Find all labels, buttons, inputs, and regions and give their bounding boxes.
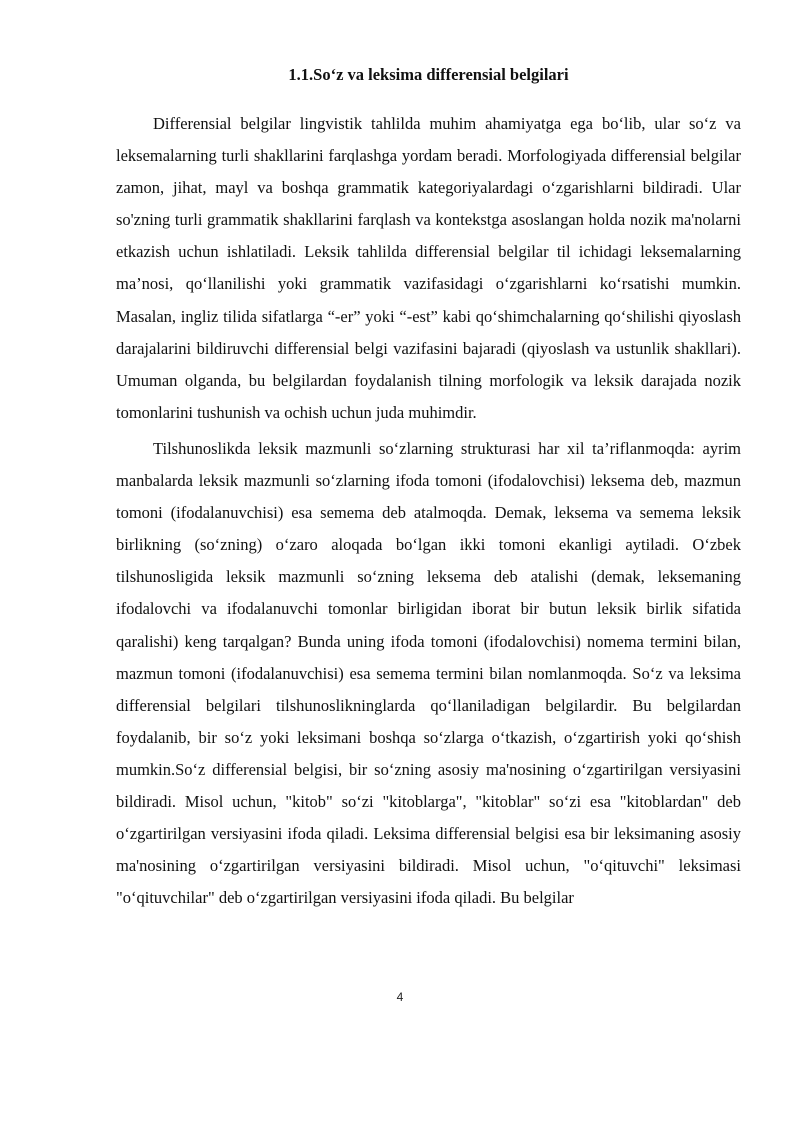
paragraph-2: Tilshunoslikda leksik mazmunli so‘zlarning strukturasi har xil ta’riflanmoqda: ayrim manbalarda leksik mazmunli so‘zlarning ifoda tomoni (ifodalovchisi) leksema deb, mazmun tomoni (ifodalanuvchisi) esa semema deb atalmoqda. Demak, leksema va semema leksik birlikning (so‘zning) o‘zaro aloqada bo‘lgan ikki tomoni ekanligi aytiladi. O‘zbek tilshunosligida leksik mazmunli so‘zning leksema deb atalishi (demak, leksemaning ifodalovchi va ifodalanuvchi tomonlar birligidan iborat bir butun leksik birlik sifatida qaralishi) keng tarqalgan? Bunda uning ifoda tomoni (ifodalovchisi) nomema termini bilan, mazmun tomoni (ifodalanuvchisi) esa semema termini bilan nomlanmoqda. So‘z va leksima differensial belgilari tilshunoslikninglarda qo‘llaniladigan belgilardir. Bu belgilardan foydalanib, bir so‘z yoki leksimani boshqa so‘zlarga o‘tkazish, o‘zgartirish yoki qo‘shish mumkin.So‘z differensial belgisi, bir so‘zning asosiy ma'nosining o‘zgartirilgan versiyasini bildiradi. Misol uchun, "kitob" so‘zi "kitoblarga", "kitoblar" so‘zi esa "kitoblardan" deb o‘zgartirilgan versiyasini ifoda qiladi. Leksima differensial belgisi esa bir leksimaning asosiy ma'nosining o‘zgartirilgan versiyasini bildiradi. Misol uchun, "o‘qituvchi" leksimasi "o‘qituvchilar" deb o‘zgartirilgan versiyasini ifoda qiladi. Bu belgilar bbox=[116, 438, 741, 908]
paragraph-1: Differensial belgilar lingvistik tahlilda muhim ahamiyatga ega bo‘lib, ular so‘z va leksemalarning turli shakllarini farqlashga yordam beradi. Morfologiyada differensial belgilar zamon, jihat, mayl va boshqa grammatik kategoriyalardagi o‘zgarishlarni bildiradi. Ular so'zning turli grammatik shakllarini farqlash va kontekstga asoslangan holda nozik ma'nolarni etkazish uchun ishlatiladi. Leksik tahlilda differensial belgilar til ichidagi leksemalarning ma’nosi, qo‘llanilishi yoki grammatik vazifasidagi o‘zgarishlarni ko‘rsatishi mumkin. Masalan, ingliz tilida sifatlarga “-er” yoki “-est” kabi qo‘shimchalarning qo‘shilishi qiyoslash darajalarini bildiruvchi differensial belgi vazifasini bajaradi (qiyoslash va ustunlik shakllari). Umuman olganda, bu belgilardan foydalanish tilning morfologik va leksik darajada nozik tomonlarini tushunish va ochish uchun juda muhimdir. bbox=[116, 114, 741, 422]
section-title: 1.1.So‘z va leksima differensial belgilari bbox=[288, 65, 569, 84]
document-page bbox=[116, 62, 741, 918]
page-number: 4 bbox=[396, 990, 404, 1004]
